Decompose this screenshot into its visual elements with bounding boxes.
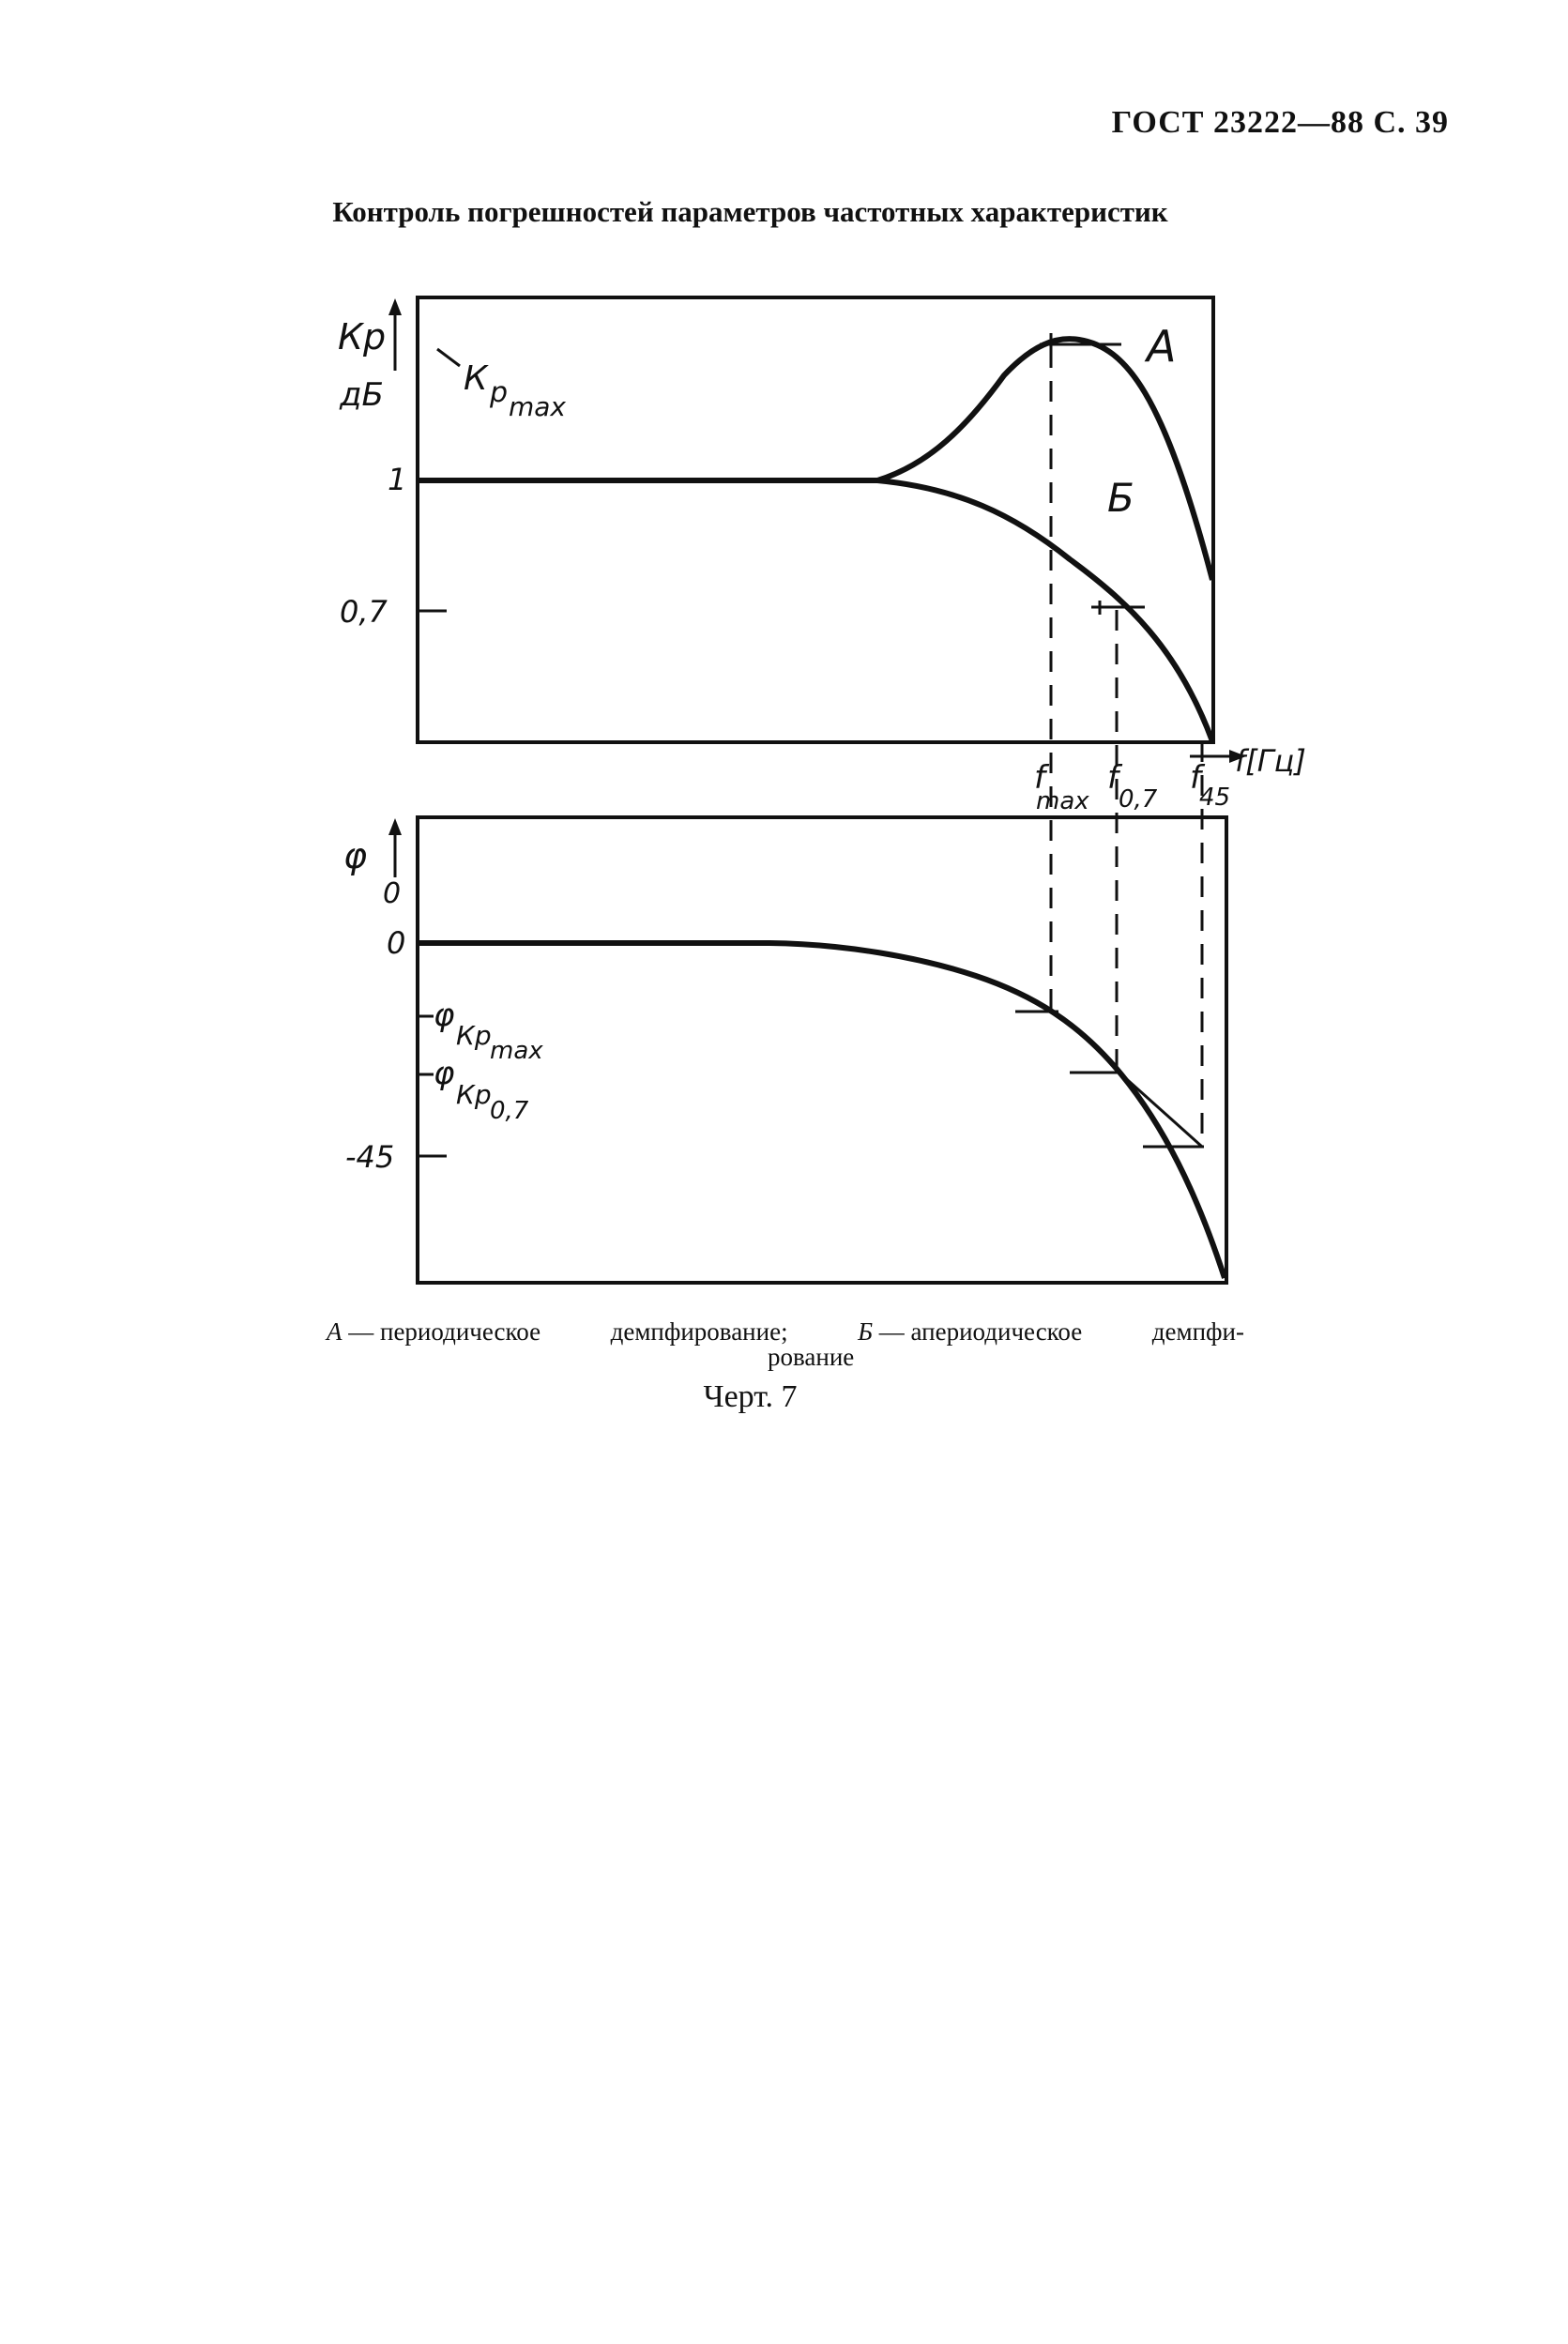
lower-tick-minus45-label: -45 (345, 1139, 395, 1175)
kpmax-label-sub: р (490, 376, 509, 409)
running-head: ГОСТ 23222—88 С. 39 (1111, 105, 1449, 140)
x-axis-label: f[Гц] (1235, 743, 1306, 779)
section-title: Контроль погрешностей параметров частотных характеристик (332, 195, 1168, 228)
legend-part-a-2: демпфирование; (610, 1317, 788, 1346)
f45-label-sub: 45 (1199, 784, 1231, 812)
kpmax-label-subsub: max (509, 391, 567, 422)
figure-number: Черт. 7 (703, 1379, 798, 1414)
lower-y-axis-unit: 0 (383, 877, 402, 910)
fmax-label: f (1034, 759, 1045, 797)
lower-tick-0-label: 0 (387, 925, 406, 961)
f45-label: f (1190, 759, 1201, 797)
lower-y-axis-arrowhead (388, 818, 402, 835)
curve-a (419, 339, 1212, 580)
f07-label-sub: 0,7 (1119, 785, 1158, 814)
legend-part-b-2: демпфи- (1151, 1317, 1244, 1346)
curve-b (877, 480, 1212, 741)
phi-kp07-label: φ (434, 1055, 455, 1092)
upper-y-axis-unit: дБ (340, 376, 384, 414)
curve-b-label: Б (1107, 475, 1134, 521)
f07-label: f (1107, 759, 1119, 797)
figure-legend (327, 1317, 1265, 1372)
phi-kp07-label-subsub: 0,7 (490, 1097, 529, 1125)
legend-part-b: Б — апериодическое (858, 1317, 1083, 1346)
upper-tick-1-label: 1 (388, 462, 407, 497)
phi-kpmax-label-subsub: max (490, 1037, 543, 1065)
phi-kpmax-label-sub: Кр (456, 1020, 492, 1051)
curve-a-label: А (1147, 321, 1177, 372)
kpmax-pointer (437, 349, 460, 366)
lower-y-axis-label: φ (343, 835, 368, 876)
upper-y-axis-label: Кр (338, 316, 387, 358)
fmax-label-sub: max (1036, 787, 1089, 815)
upper-y-axis-arrowhead (388, 298, 402, 315)
phi-kpmax-label: φ (434, 997, 455, 1034)
phi-kp07-label-sub: Кр (456, 1079, 492, 1110)
upper-plot-frame (418, 297, 1213, 742)
phase-curve (419, 943, 1225, 1278)
upper-tick-07-label: 0,7 (340, 594, 388, 630)
kpmax-label: К (464, 359, 488, 398)
legend-part-a: А — периодическое (327, 1317, 541, 1346)
legend-continuation: рование (768, 1343, 855, 1371)
